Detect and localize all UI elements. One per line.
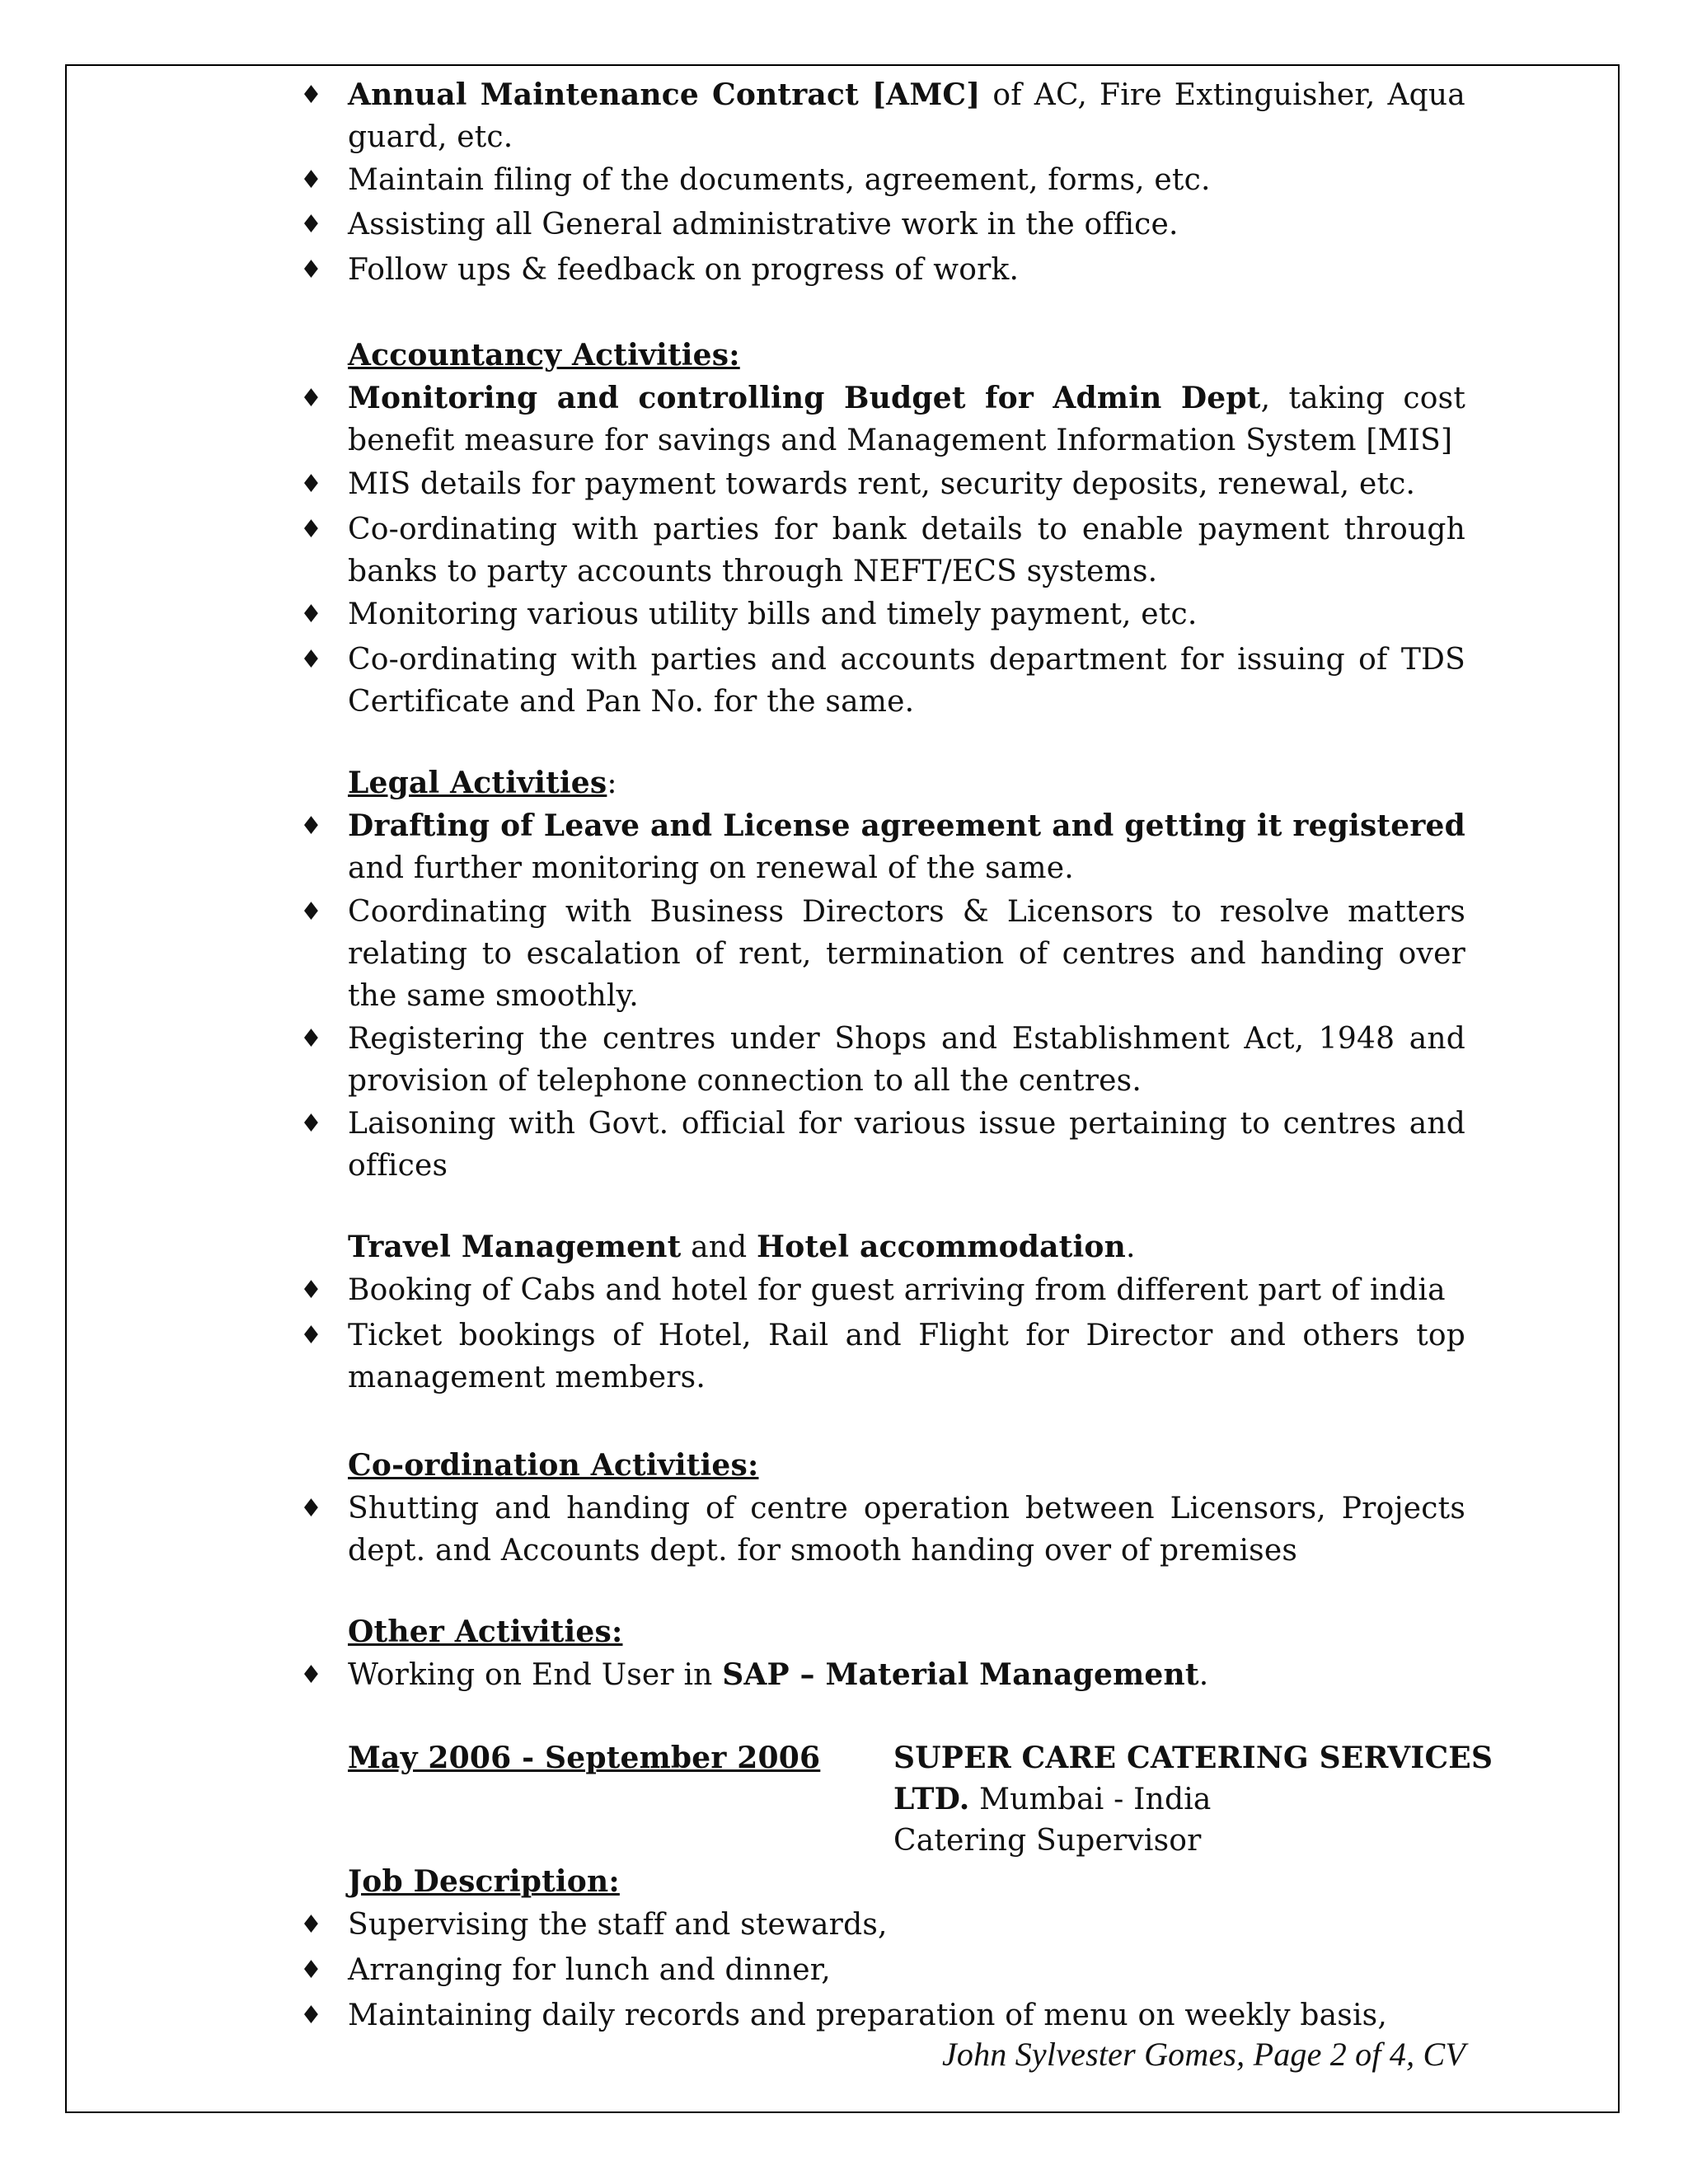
travel-dot: . <box>1125 1230 1136 1264</box>
list-item-arranging: Arranging for lunch and dinner, <box>348 1953 831 1987</box>
bullet-icon: ♦ <box>300 600 323 629</box>
list-item-bank: Co-ordinating with parties for bank details to enable payment through banks to party accounts through NEFT/ECS systems. <box>348 513 1465 588</box>
bullet-icon: ♦ <box>300 1109 323 1138</box>
list-item-registering: Registering the centres under Shops and Establishment Act, 1948 and provision of telephone connection to all the centres. <box>348 1022 1465 1098</box>
bullet-icon: ♦ <box>300 166 323 194</box>
budget-bold: Monitoring and controlling Budget for Admin Dept <box>348 381 1261 415</box>
bullet-icon: ♦ <box>300 898 323 926</box>
list-item-supervising: Supervising the staff and stewards, <box>348 1908 888 1942</box>
bullet-icon: ♦ <box>300 1910 323 1939</box>
list-item-assist: Assisting all General administrative work in the office. <box>348 208 1179 241</box>
list-item-sap <box>348 1654 1465 1696</box>
list-item-cabs: Booking of Cabs and hotel for guest arriving from different part of india <box>348 1273 1446 1307</box>
list-item-mis: MIS details for payment towards rent, security deposits, renewal, etc. <box>348 467 1416 501</box>
job-dates: May 2006 - September 2006 <box>348 1741 821 1775</box>
bullet-icon: ♦ <box>300 1494 323 1523</box>
sap-bold: SAP – Material Management <box>722 1657 1199 1692</box>
job-role: Catering Supervisor <box>893 1824 1202 1858</box>
company-line2 <box>893 1779 1212 1821</box>
sap-pre: Working on End User in <box>348 1658 723 1692</box>
coordination-heading: Co-ordination Activities: <box>348 1448 759 1483</box>
list-item-budget <box>348 377 1465 462</box>
bullet-icon: ♦ <box>300 1276 323 1305</box>
bullet-icon: ♦ <box>300 384 323 413</box>
bullet-icon: ♦ <box>300 1661 323 1690</box>
hotel-title: Hotel accommodation <box>757 1230 1126 1264</box>
list-item-utility: Monitoring various utility bills and timely payment, etc. <box>348 598 1198 631</box>
bullet-icon: ♦ <box>300 255 323 284</box>
bullet-icon: ♦ <box>300 645 323 674</box>
page-footer: John Sylvester Gomes, Page 2 of 4, CV <box>941 2036 1465 2073</box>
legal-colon: : <box>607 766 617 800</box>
sap-post: . <box>1198 1658 1209 1692</box>
amc-text: of AC, Fire Extinguisher, Aqua guard, etc. <box>348 78 1465 154</box>
job-description-heading: Job Description: <box>348 1864 620 1899</box>
list-item-tds: Co-ordinating with parties and accounts department for issuing of TDS Certificate and Pan No. for the same. <box>348 643 1465 719</box>
list-item-drafting <box>348 805 1465 889</box>
bullet-icon: ♦ <box>300 470 323 499</box>
budget-text: , taking cost benefit measure for savings and Management Information System [MIS] <box>348 382 1466 457</box>
bullet-icon: ♦ <box>300 210 323 239</box>
list-item-laisoning: Laisoning with Govt. official for various issue pertaining to centres and offices <box>348 1107 1465 1183</box>
bullet-icon: ♦ <box>300 515 323 544</box>
travel-title: Travel Management <box>348 1230 682 1264</box>
list-item-tickets: Ticket bookings of Hotel, Rail and Flight for Director and others top management members. <box>348 1319 1465 1394</box>
list-item-amc <box>348 74 1465 158</box>
bullet-icon: ♦ <box>300 81 323 110</box>
bullet-icon: ♦ <box>300 2001 323 2030</box>
bullet-icon: ♦ <box>300 812 323 841</box>
drafting-text: and further monitoring on renewal of the same. <box>348 851 1074 885</box>
bullet-icon: ♦ <box>300 1956 323 1985</box>
bullet-icon: ♦ <box>300 1321 323 1350</box>
list-item-shutting: Shutting and handing of centre operation between Licensors, Projects dept. and Accounts dept. for smooth handing over of premises <box>348 1492 1465 1568</box>
list-item-filing: Maintain filing of the documents, agreement, forms, etc. <box>348 163 1211 197</box>
company-name: SUPER CARE CATERING SERVICES <box>893 1741 1493 1775</box>
list-item-coordinating: Coordinating with Business Directors & Licensors to resolve matters relating to escalation of rent, termination of centres and handing over the same smoothly. <box>348 895 1465 1013</box>
legal-heading-line <box>348 762 617 804</box>
drafting-bold: Drafting of Leave and License agreement and getting it registered <box>348 808 1465 843</box>
travel-heading <box>348 1226 1136 1268</box>
travel-and: and <box>681 1230 757 1264</box>
bullet-icon: ♦ <box>300 1024 323 1053</box>
amc-bold: Annual Maintenance Contract [AMC] <box>348 77 981 112</box>
list-item-maintaining: Maintaining daily records and preparation of menu on weekly basis, <box>348 1999 1387 2032</box>
other-heading: Other Activities: <box>348 1615 623 1649</box>
accountancy-heading: Accountancy Activities: <box>348 338 740 373</box>
list-item-follow: Follow ups & feedback on progress of work. <box>348 253 1020 287</box>
company-location: Mumbai - India <box>969 1783 1212 1816</box>
company-ltd: LTD. <box>893 1782 970 1816</box>
legal-heading: Legal Activities <box>348 766 607 800</box>
